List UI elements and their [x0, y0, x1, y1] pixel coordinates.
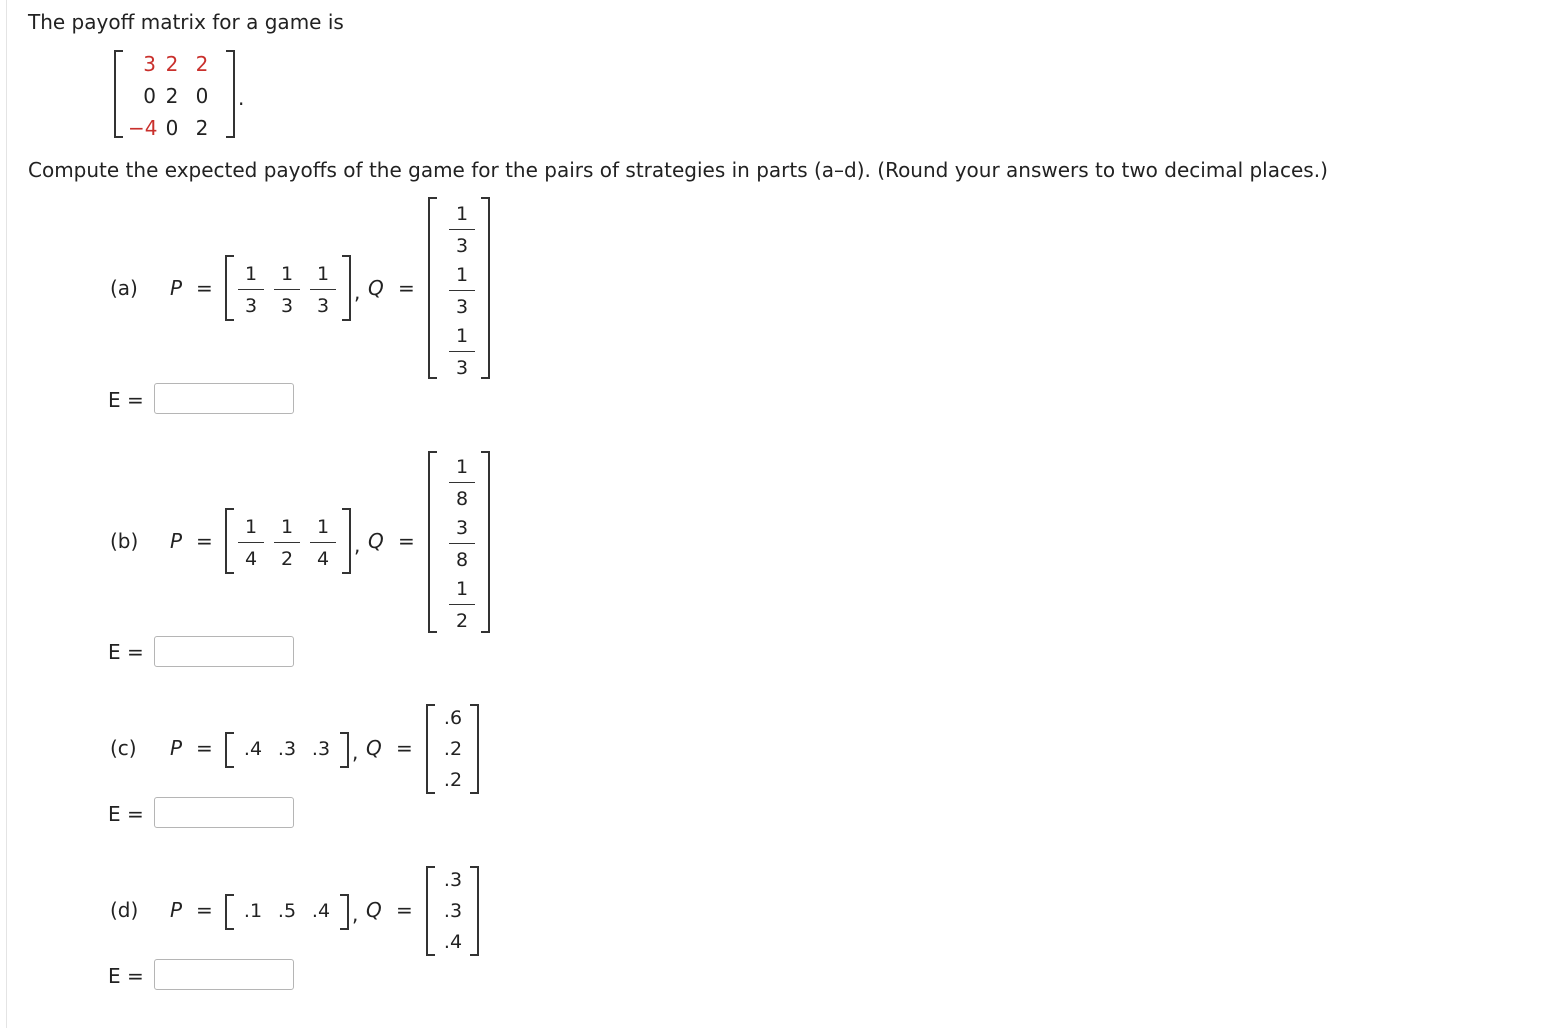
- equals-sign: =: [398, 276, 415, 300]
- q-right-bracket: [481, 451, 490, 633]
- matrix-cell: 0: [143, 84, 156, 108]
- matrix-left-bracket: [114, 50, 123, 138]
- p-value: .3: [277, 738, 297, 760]
- matrix-cell: 2: [195, 116, 209, 140]
- q-value: .3: [443, 900, 463, 922]
- equals-sign: =: [196, 736, 213, 760]
- q-symbol: Q: [366, 736, 382, 760]
- p-right-bracket: [342, 255, 351, 321]
- q-value: .3: [443, 869, 463, 891]
- q-fraction: $\frac{1}{2}$: [449, 577, 475, 633]
- matrix-terminator: .: [238, 86, 245, 110]
- comma: ,: [352, 902, 359, 926]
- p-symbol: P: [170, 898, 183, 922]
- p-fraction: $\frac{1}{3}$: [238, 262, 264, 318]
- answer-input-d[interactable]: [154, 959, 294, 990]
- p-value: .3: [311, 738, 331, 760]
- e-label: E =: [108, 388, 144, 412]
- p-fraction: $\frac{1}{4}$: [238, 515, 264, 571]
- p-left-bracket: [225, 508, 234, 574]
- part-label: (c): [110, 736, 137, 760]
- answer-input-a[interactable]: [154, 383, 294, 414]
- left-border: [6, 0, 7, 1028]
- q-fraction: $\frac{1}{3}$: [449, 263, 475, 319]
- equals-sign: =: [196, 529, 213, 553]
- p-fraction: $\frac{1}{3}$: [274, 262, 300, 318]
- intro-text: The payoff matrix for a game is: [28, 10, 344, 34]
- q-fraction: $\frac{1}{8}$: [449, 455, 475, 511]
- matrix-cell: 2: [165, 84, 179, 108]
- part-label: (a): [110, 276, 138, 300]
- equals-sign: =: [196, 276, 213, 300]
- matrix-cell: 2: [195, 52, 209, 76]
- q-value: .2: [443, 738, 463, 760]
- comma: ,: [354, 280, 361, 304]
- equals-sign: =: [396, 898, 413, 922]
- q-fraction: $\frac{1}{3}$: [449, 324, 475, 380]
- q-value: .2: [443, 769, 463, 791]
- p-right-bracket: [340, 894, 349, 930]
- q-fraction: $\frac{3}{8}$: [449, 516, 475, 572]
- equals-sign: =: [396, 736, 413, 760]
- p-value: .4: [243, 738, 263, 760]
- matrix-cell: −4: [128, 116, 158, 140]
- p-right-bracket: [342, 508, 351, 574]
- q-value: .6: [443, 707, 463, 729]
- matrix-cell: 2: [165, 52, 179, 76]
- q-left-bracket: [428, 197, 437, 379]
- q-left-bracket: [428, 451, 437, 633]
- part-label: (b): [110, 529, 139, 553]
- part-label: (d): [110, 898, 139, 922]
- equals-sign: =: [196, 898, 213, 922]
- e-label: E =: [108, 640, 144, 664]
- e-label: E =: [108, 802, 144, 826]
- equals-sign: =: [398, 529, 415, 553]
- p-symbol: P: [170, 276, 183, 300]
- matrix-grid: [128, 48, 216, 144]
- q-left-bracket: [426, 866, 435, 956]
- p-left-bracket: [225, 894, 234, 930]
- e-label: E =: [108, 964, 144, 988]
- comma: ,: [352, 740, 359, 764]
- q-right-bracket: [470, 866, 479, 956]
- instructions-text: Compute the expected payoffs of the game for the pairs of strategies in parts (a–d). (Round your answers to two decimal places.): [28, 158, 1328, 182]
- p-left-bracket: [225, 732, 234, 768]
- q-fraction: $\frac{1}{3}$: [449, 202, 475, 258]
- q-symbol: Q: [368, 276, 384, 300]
- p-fraction: $\frac{1}{4}$: [310, 515, 336, 571]
- p-value: .4: [311, 900, 331, 922]
- answer-input-b[interactable]: [154, 636, 294, 667]
- p-fraction: $\frac{1}{2}$: [274, 515, 300, 571]
- p-right-bracket: [340, 732, 349, 768]
- p-symbol: P: [170, 736, 183, 760]
- q-symbol: Q: [366, 898, 382, 922]
- q-left-bracket: [426, 704, 435, 794]
- p-value: .5: [277, 900, 297, 922]
- matrix-cell: 0: [165, 116, 179, 140]
- p-symbol: P: [170, 529, 183, 553]
- q-right-bracket: [470, 704, 479, 794]
- p-fraction: $\frac{1}{3}$: [310, 262, 336, 318]
- p-value: .1: [243, 900, 263, 922]
- comma: ,: [354, 533, 361, 557]
- answer-input-c[interactable]: [154, 797, 294, 828]
- matrix-cell: 0: [195, 84, 209, 108]
- matrix-cell: 3: [143, 52, 156, 76]
- q-right-bracket: [481, 197, 490, 379]
- matrix-right-bracket: [226, 50, 235, 138]
- p-left-bracket: [225, 255, 234, 321]
- q-symbol: Q: [368, 529, 384, 553]
- q-value: .4: [443, 931, 463, 953]
